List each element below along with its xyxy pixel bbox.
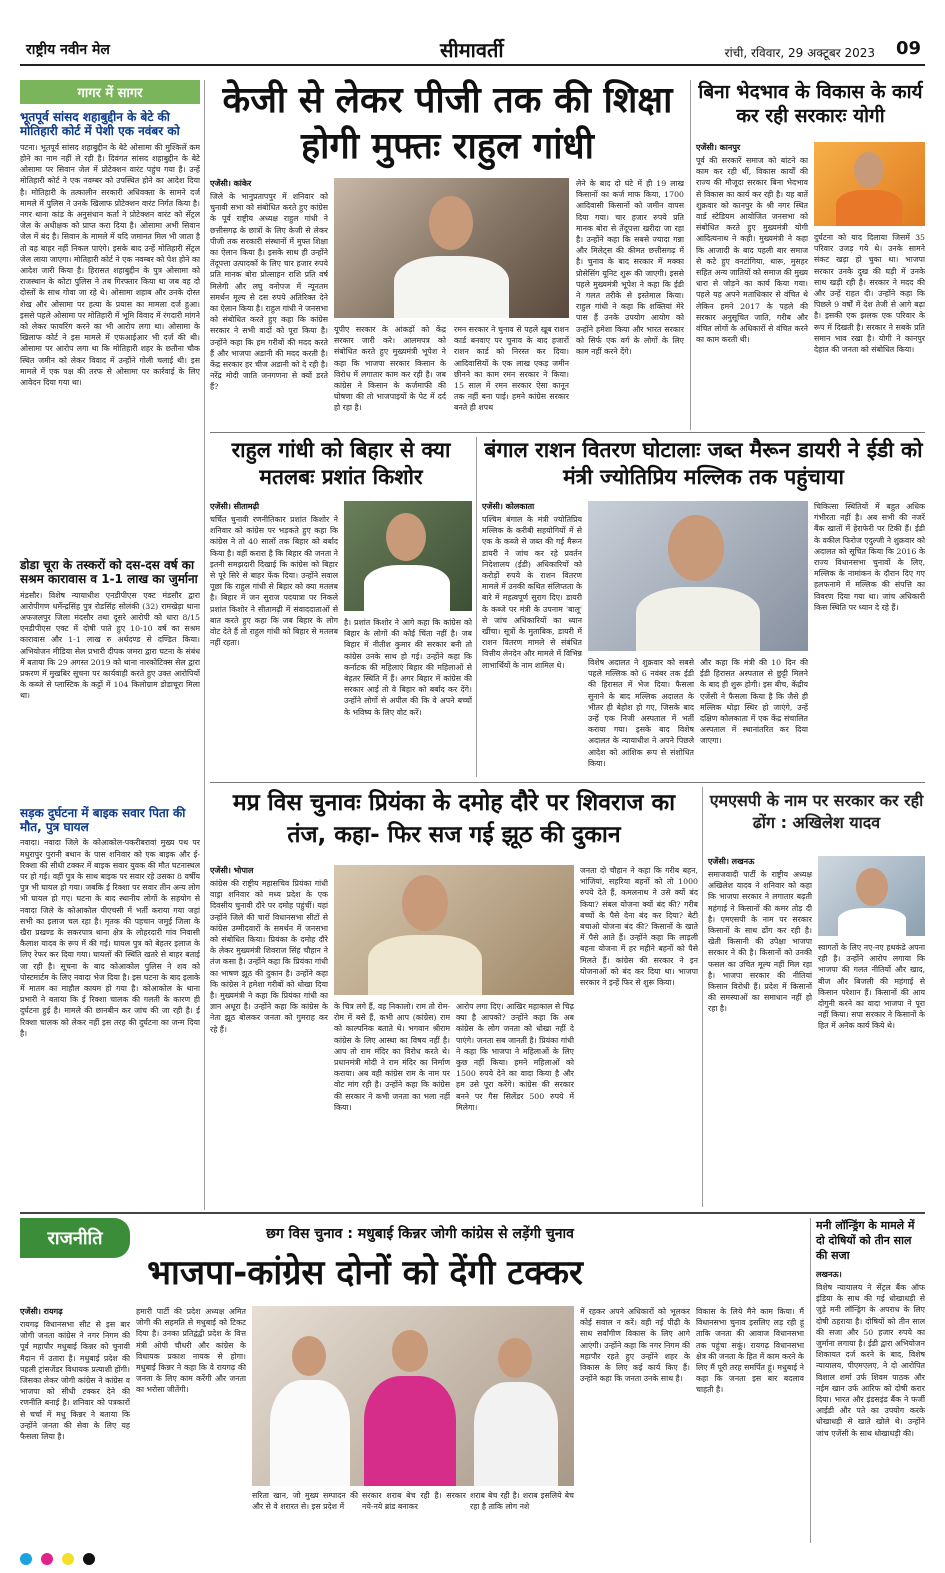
person-face [292,1336,326,1376]
column-divider [810,1218,811,1543]
story-body: नवादा। नवादा जिले के कोआकोल-पकरीबरावां मुख्य पथ पर मधुरापुर पुरानी बथान के पास शनिवार को एक बाइक और ई-रिक्शा की सीधी टक्कर में बाइक सवार युवक की मौत घटनास्थल पर हो गई। वहीं पुत्र के साथ बाइक पर सवार रहे उसका 8 वर्षीय पुत्र भी घायल हो गया। जबकि ई रिक्शा पर सवार तीन अन्य लोग भी घायल हो गए। घटना के बाद स्थानीय लोगों के सहयोग से नवादा जिले के कोआकोल पीएचसी में भर्ती कराया गया जहां सभी का इलाज चल रहा है। मृतक की पहचान जमुई जिला के खैरा प्रखण्ड के सकरपात्र थाना क्षेत्र के लोहरदारी गांव निवासी कैलाश यादव के रूप में की गई। घायल पुत्र को बेहतर इलाज के लिए रेफर कर दिया गया। घायलों की स्थिति खतरे से बाहर बताई जा रही है। सूचना के बाद कोआकोल पुलिस ने शव को पोस्टमार्टम के लिए नवादा भेज दिया है। इस घटना के बाद इलाके में मातम का माहौल कायम हो गया है। कोआकोल के थाना प्रभारी ने बताया कि ई रिक्शा चालक की गलती के कारण ही दुर्घटना हुई है। मामले की छानबीन कर जांच की जा रही है। ई रिक्शा चालक को लेकर नहीं इस तरह की दुर्घटना का जन्म दिया है। [20,838,200,1038]
story-body: विशेष अदालत ने शुक्रवार को सबसे पहले मल्लिक को 6 नवंबर तक ईडी की हिरासत में भेज दिया। फैसला सुनाने के बाद मल्लिक अदालत के भीतर ही बेहोश हो गए, जिसके बाद उन्हें एक निजी अस्पताल में भर्ती कराया गया। इसके बाद विशेष अदालत के न्यायाधीश ने अपने पिछले आदेश को आंशिक रूप से संशोधित किया। [588,658,694,768]
person-saree [364,1376,456,1486]
story-body: चर्चित चुनावी रणनीतिकार प्रशांत किशोर ने शनिवार को कांग्रेस पर भड़कते हुए कहा कि कांग्रेस ने तो 40 सालों तक बिहार को बर्बाद किया है। वहीं करारा है कि बिहार की जनता ने इतनी समझदारी दिखाई कि कांग्रेस को बिहार से पूरे सिरे से बाहर फेंक दिया। उन्होंने सवाल पूछा कि राहुल गांधी से बिहार को क्या मतलब है। बिहार में जन सुराज पदयात्रा पर निकले प्रशांत किशोर ने सीतामढ़ी में संवाददाताओं से बात करते हुए कहा कि जब बिहार के लोग वोट देते हैं तो राहुल गांधी को बिहार से मतलब नहीं रहता। [210,515,338,648]
story-body: पटना। भूतपूर्व सांसद शहाबुद्दीन के बेटे ओसामा की मुश्किलें कम होने का नाम नहीं ले रही है। दिवंगत सांसद शहाबुद्दीन के बेटे ओसामा पर सिवान जेल में प्रोटेक्शन वारंट पहुंच गया है। उन्हें मोतिहारी कोर्ट ने एक नवम्बर को उपस्थित होने का आदेश दिया है। मोतिहारी के तत्कालीन सरकारी अधिवक्ता के सामने दर्ज मामले में पुलिस ने उनके खिलाफ प्रोटेक्शन वारंट निर्गत किया है। नगर थाना कांड के अनुसंधान कर्ता ने प्रोटेक्शन वारंट को सेंट्रल जेल के अधीक्षक को प्राप्त करा दिया है। ओसामा अभी सिवान जेल में बंद है। सिवान के मामले में यदि जमानत मिल भी जाता है तो वह बाहर नहीं निकल पाएंगे। इसके बाद उन्हें मोतिहारी सेंट्रल जेल लाया जाएगा। मोतिहारी कोर्ट ने एक नवम्बर को पेश होने का आदेश जारी किया है। हिरासत शहाबुद्दीन के पुत्र ओसामा को राजस्थान के कोटा पुलिस ने तब गिरफ्तार किया था जब वह दो दोस्तों के साथ गोवा जा रहे थे। ओसामा शहाब और उनके दोस्त शेख और ओसामा पर हत्या के प्रयास का मामला दर्ज हुआ। इससे पहले ओसामा पर मोतिहारी में भूमि विवाद में रंगदारी मांगने को लेकर फायरिंग करने का भी आरोप लगा था। ओसामा के खिलाफ कोर्ट ने इस मामले में एफआईआर भी दर्ज की थी। ओसामा पर आरोप लगा था कि मोतिहारी शहर के छतौना चौक स्थित जमीन को लेकर विवाद में उन्होंने गोली चलाई थी। इस मामले में एक पक्ष की तरफ से ओसामा पर कार्रवाई के लिए आवेदन दिया गया था। [20,142,200,388]
byline: एजेंसी। सीतामढ़ी [210,502,260,511]
story-headline: भूतपूर्व सांसद शहाबुद्दीन के बेटे की मोतिहारी कोर्ट में पेशी एक नवंबर को [20,110,180,139]
registration-marks [20,1550,925,1562]
story-body: लेने के बाद दो घंटे में ही 19 लाख किसानों का कर्ज माफ किया, 1700 आदिवासी किसानों को जमीन वापस दिया गया। चार हजार रुपये प्रति मानक बोरा से तेंदूपत्ता खरीदा जा रहा है। उन्होंने कहा कि सबसे ज्यादा गन्ना और मिलेट्स की कीमत छत्तीसगढ़ में है। चुनाव के बाद सरकार में मक्का प्रोसेसिंग यूनिट शुरू की जाएगी। इससे पहले मुख्यमंत्री भूपेश ने कहा कि ईडी ने गलत तरीके से इस्तेमाल किया। राहुल गांधी ने कहा कि शक्तियां मेरे पास हैं उनके उपयोग आयोग को उन्होंने हमेशा किया और भारत सरकार को सिर्फ एक वर्ग के लोगों के लिए काम नहीं करने देंगे। [576,179,684,357]
kicker-headline: छग विस चुनाव : मधुबाई किन्नर जोगी कांग्रेस से लड़ेंगी चुनाव [266,1226,574,1242]
story-body: है। प्रशांत किशोर ने आगे कहा कि कांग्रेस को बिहार के लोगों की कोई चिंता नहीं है। जब बिहार में नीतीश कुमार की सरकार बनी तो कांग्रेस उनके साथ हो गई। उन्होंने कहा कि कर्नाटक की महिलाएं बिहार की महिलाओं से बेहतर स्थिति में हैं। अगर बिहार में कांग्रेस की सरकार आई तो वे बिहार को बर्बाद कर देंगे। उन्होंने लोगों से अपील की कि वे अपने बच्चों के भविष्य के लिए वोट करें। [344,618,472,717]
registration-dot [83,1553,95,1565]
portrait-shirt [364,565,450,611]
portrait-face [856,868,888,906]
portrait-shirt [836,190,902,226]
prashant-story [210,437,472,777]
portrait-face [668,515,724,581]
story-body: मंडसौर। विशेष न्यायाधीश एनडीपीएस एक्ट मंडसौर द्वारा आरोपीगण धर्मेन्द्रसिंह पुत्र रोडसिंह सोलंकी (32) रामखेड़ा थाना अफजलपुर जिला मंदसौर तथा दूसरे आरोपी को धारा 8/15 एनडीपीएस एक्ट में दोषी पाते हुए 10-10 वर्ष का सश्रम कारावास और 1-1 लाख रु अर्थदण्ड से दण्डित किया। अभियोजन मीडिया सेल प्रभारी दीपक जमरा द्वारा घटना के संबंध में बताया कि 29 अगस्त 2019 को थाना नारकोटिक्स सेल द्वारा प्रकरण में मुखबिर सूचना पर कार्यवाही करते हुए उक्त आरोपियों के कब्जे से प्लास्टिक के कट्टों में 104 किलोग्राम डोडाचूरा मिला था। [20,590,200,701]
story-headline: मप्र विस चुनावः प्रियंका के दमोह दौरे पर शिवराज का तंज, कहा- फिर सज गई झूठ की दुकान [232,790,676,848]
portrait-face [429,196,473,250]
column-divider [702,787,703,1207]
byline: एजेंसी। कानपुर [696,143,741,152]
madhubai-kinnar-photo [252,1306,574,1486]
lead-story [210,78,685,428]
akhilesh-story [708,790,925,1208]
person-shirt [270,1380,350,1486]
photo-caption: सरिता खान, जो मुख्य सम्पादन की और से वे शरारत से। इस प्रदेश में [252,1491,358,1512]
mp-story [210,787,698,1207]
person-face [392,1330,428,1372]
byline: एजेंसी। कोलकाता [482,502,535,511]
story-headline: मनी लॉन्ड्रिंग के मामले में दो दोषियों को तीन साल की सजा [816,1219,915,1262]
akhilesh-yadav-photo [818,856,925,936]
byline: एजेंसी। लखनऊ [708,857,755,866]
story-body: के चित्र लगे हैं, वह निकालो। राम तो रोम-रोम में बसे हैं, कभी आप (कांग्रेस) राम को काल्पनिक बताते थे। भगवान श्रीराम कांग्रेस के लिए आस्था का विषय नहीं है। आप तो राम मंदिर का विरोध करते थे। प्रधानमंत्री मोदी ने राम मंदिर का निर्माण कराया। अब वही कांग्रेस राम के नाम पर वोट मांग रही है। उन्होंने कहा कि कांग्रेस की सरकार ने कभी जनता का भला नहीं किया। [334,1002,450,1112]
story-body: पश्चिम बंगाल के मंत्री ज्योतिप्रिय मल्लिक के करीबी सहयोगियों में से एक के कब्जे से जब्त की गई मैरून डायरी ने जांच कर रहे प्रवर्तन निदेशालय (ईडी) अधिकारियों को करोड़ों रुपये के राशन वितरण मामले में उनकी कथित संलिप्तता के बारे में महत्वपूर्ण सुराग दिए। डायरी के कब्जे पर मंत्री के उपनाम 'बालू' से जांच अधिकारियों का ध्यान खींचा। सूत्रों के मुताबिक, डायरी में राशन वितरण मामले से संबंधित वित्तीय लेनदेन और मामले में विभिन्न लाभार्थियों के नाम शामिल थे। [482,515,582,670]
section-tag-politics: राजनीति [20,1218,130,1258]
byline: लखनऊ। [816,1270,842,1279]
registration-dot [41,1553,53,1565]
masthead [20,34,925,66]
bengal-story [482,437,925,777]
bottom-column [696,1306,804,1544]
photo-caption: सरकार शराब बेच रही है। सरकार नये-नये ब्रांड बनाकर [362,1491,466,1512]
story-headline: बिना भेदभाव के विकास के कार्य कर रही सरकारः योगी [698,81,923,127]
story-body: हमारी पार्टी की प्रदेश अध्यक्ष अमित जोगी की सहमति से मधुबाई को टिकट दिया है। उनका प्रतिद्वंद्वी प्रदेश के वित्त मंत्री ओपी चौधरी और कांग्रेस के विधायक प्रकाश नायक से होगा। मधुबाई किन्नर ने कहा कि वे रायगढ़ की जनता के लिए काम करेंगी और जनता का भरोसा जीतेंगी। [136,1307,246,1395]
column-divider [476,437,477,777]
registration-dot [62,1553,74,1565]
prashant-kishor-photo [344,501,472,611]
yogi-photo [814,142,925,226]
bottom-column [580,1306,690,1544]
photo-caption: शराब बेच रही है। शराब इसलिये बेच रहा है ताकि लोग नशे [470,1491,574,1512]
story-body: स्वागतों के लिए नए-नए हथकंडे अपना रही है। उन्होंने आरोप लगाया कि भाजपा की गलत नीतियों और खाद, बीज और बिजली की महंगाई से किसान परेशान हैं। किसानों की आय दोगुनी करने का वादा भाजपा ने पूरा नहीं किया। सपा सरकार ने किसानों के हित में अनेक कार्य किये थे। [818,943,925,1031]
story-body: जिले के भानुप्रतापपुर में शनिवार को चुनावी सभा को संबोधित करते हुए कांग्रेस के पूर्व राष्ट्रीय अध्यक्ष राहुल गांधी ने छत्तीसगढ़ के छात्रों के लिए केजी से लेकर पीजी तक सरकारी संस्थानों में मुफ्त शिक्षा का ऐलान किया है। इसके साथ ही उन्होंने तेंदूपत्ता उत्पादकों के लिए चार हजार रुपये प्रति मानक बोरा प्रोत्साहन राशि प्रति वर्ष मिलेगी और लघु वनोपज में न्यूनतम समर्थन मूल्य से दस रुपये अतिरिक्त देने का ऐलान किया है। राहुल गांधी ने जनसभा को संबोधित करते हुए कहा कि कांग्रेस सरकार ने सभी वादों को पूरा किया है। उन्होंने कहा कि हम गरीबों की मदद करते हैं और भाजपा अडानी की मदद करती है। केंद्र सरकार हर चीज अडानी को दे रही है। नरेंद्र मोदी जाति जनगणना से क्यों डरते हैं? [210,192,328,392]
lead-headline: केजी से लेकर पीजी तक की शिक्षा होगी मुफ्तः राहुल गांधी [222,80,673,167]
portrait-face [402,875,448,931]
issue-date: रांची, रविवार, 29 अक्टूबर 2023 [724,46,875,60]
jyotipriya-mallick-photo [588,501,808,651]
story-body: आरोप लगा दिए। आखिर महाकाल से चिढ़ क्या है आपको? उन्होंने कहा कि अब कांग्रेस के लोग जनता को धोखा नहीं दे पाएंगे। जनता सब जानती है। प्रियंका गांधी ने कहा कि भाजपा ने महिलाओं के लिए कुछ नहीं किया। हमने महिलाओं को 1500 रुपये देने का वादा किया है और हम उसे पूरा करेंगे। कांग्रेस की सरकार बनने पर गैस सिलेंडर 500 रुपये में मिलेगा। [456,1002,574,1112]
registration-dot [20,1553,32,1565]
story-body: यूपीए सरकार के आंकड़ों को केंद्र सरकार जारी करे। आलमपत्र को संबोधित करते हुए मुख्यमंत्री भूपेश ने कहा कि भाजपा सरकार किसान के विरोध में लगातार काम कर रही है। जब कांग्रेस ने किसान के कर्जमाफी की घोषणा की तो भाजपाइयों के पेट में दर्द हो रहा है। [334,325,446,413]
money-laundering-story [816,1218,925,1543]
story-body: रमन सरकार ने चुनाव से पहले खूब राशन कार्ड बनवाए पर चुनाव के बाद हजारों राशन कार्ड को निरस्त कर दिया। आदिवासियों के एक लाख एकड़ जमीन छीनने का काम रमन सरकार ने किया। 15 साल में रमन सरकार ऐसा कानून तक नहीं बना पाई। हमने कांग्रेस सरकार बनते ही शपथ [454,325,569,413]
left-column [20,80,200,1200]
story-body: कांग्रेस की राष्ट्रीय महासचिव प्रियंका गांधी वाड्रा शनिवार को मध्य प्रदेश के एक दिवसीय चुनावी दौरे पर दमोह पहुंचीं। यहां उन्होंने जिले की चारों विधानसभा सीटों से कांग्रेस उम्मीदवारों के समर्थन में जनसभा को संबोधित किया। प्रियंका के दमोह दौरे के लेकर मुख्यमंत्री शिवराज सिंह चौहान ने तंज कसा है। उन्होंने कहा कि प्रियंका गांधी का भाषण झूठ की दुकान है। उन्होंने कहा कि कांग्रेस ने हमेशा गरीबों को धोखा दिया है। मुख्यमंत्री ने कहा कि प्रियंका गांधी का ज्ञान अधूरा है। उन्होंने कहा कि कांग्रेस के नेता झूठ बोलकर जनता को गुमराह कर रहे हैं। [210,879,328,1034]
story-body: समाजवादी पार्टी के राष्ट्रीय अध्यक्ष अखिलेश यादव ने शनिवार को कहा कि भाजपा सरकार ने लगातार बढ़ती महंगाई ने किसानों की कमर तोड़ दी है। एमएसपी के नाम पर सरकार किसानों के साथ ढोंग कर रही है। खेती किसानी की उपेक्षा भाजपा सरकार ने की है। किसानों को उनकी फसल का उचित मूल्य नहीं मिल रहा है। भाजपा सरकार की नीतियां किसान विरोधी हैं। प्रदेश में किसानों की समस्याओं का समाधान नहीं हो रहा है। [708,870,812,1014]
story-body: विशेष न्यायालय ने सेंट्रल बैंक ऑफ इंडिया के साथ की गई धोखाधड़ी से जुड़े मनी लॉन्ड्रिंग के अपराध के लिए दोषी ठहराया है। दोषियों को तीन साल की सजा और 50 हजार रुपये का जुर्माना लगाया है। ईडी द्वारा अभियोजन शिकायत दर्ज करने के बाद, विशेष न्यायालय, पीएमएलए, ने दो आरोपित विशाल शर्मा उर्फ शिवम पाठक और नईम खान उर्फ आरिफ को दोषी करार दिया। भारत और इंडसइंड बैंक ने फर्जी आईडी और पते का उपयोग करके धोखाधड़ी से खाते खोले थे। उन्होंने जांच एजेंसी के साथ धोखाधड़ी की। [816,1283,925,1438]
bottom-column [136,1306,246,1544]
story-body: चिकित्सा स्थितियों में बहुत अधिक गंभीरता नहीं है। अब सभी की नजरें बैंक खातों में हेराफेरी पर टिकी हैं। ईडी के वकील फिरोज एदुल्जी ने शुक्रवार को अदालत को सूचित किया कि 2016 के राज्य विधानसभा चुनावों के लिए, मल्लिक के नामांकन के दौरान दिए गए हलफनामे में मल्लिक की संपत्ति का विवरण दिया गया था। जांच अधिकारी किस स्थिति पर ध्यान दे रहे हैं। [814,502,925,612]
section-divider [210,432,925,433]
page-number: 09 [895,38,921,59]
rahul-gandhi-photo [334,178,569,318]
portrait-shirt [394,256,509,318]
story-body: पूर्व की सरकारें समाज को बांटने का काम कर रही थीं, विकास कार्यों की राज्य की मौजूदा सरकार बिना भेदभाव से विकास का कार्य कर रही है। यह बातें शुक्रवार को कानपुर के श्री नगर स्थित वार्ड स्टेडियम आयोजित जनसभा को संबोधित करते हुए मुख्यमंत्री योगी आदित्यनाथ ने कही। मुख्यमंत्री ने कहा कि आजादी के बाद पहली बार समाज से कटे हुए वनटांगिया, थारू, मुसहर सहित अन्य जातियों को समाज की मुख्य धारा से जोड़ने का कार्य किया गया। पहले यह अपने मताधिकार से वंचित थे लेकिन हमने 2017 के पहले की सरकार अनुसूचित जाति, गरीब और वंचित लोगों के अधिकारों से वंचित करने का काम करती थी। [696,156,808,345]
portrait-shirt [636,587,760,651]
story-body: में रहकर अपने अधिकारों को भूलकर कोई सवाल न करें। वही नई पीढ़ी के साथ सर्वांगीण विकास के लिए आगे आएंगी। उन्होंने कहा कि नगर निगम की महापौर रहते हुए उन्होंने शहर के विकास के लिए कई कार्य किए हैं। उन्होंने कहा कि जनता उनके साथ है। [580,1307,690,1384]
section-divider [210,782,925,783]
byline: एजेंसी। भोपाल [210,866,254,875]
bottom-headline: भाजपा-कांग्रेस दोनों को देंगी टक्कर [147,1253,583,1293]
story-body: जनता दो चौहान ने कहा कि गरीब बहन, भांजियां, सहरिया बहनों को तो 1000 रुपये देते हैं, कमलनाथ ने उसे क्यों बंद किया? संबल योजना क्यों बंद की? गरीब बच्चों के पैसे देना बंद कर दिया? बेटी बचाओ योजना बंद की? किसानों के खाते में पैसे आते हैं। उन्होंने कहा कि लाड़ली बहना योजना में हर महीने बहनों को पैसे मिलते हैं। कांग्रेस की सरकार ने इन योजनाओं को बंद कर दिया था। भाजपा सरकार ने इन्हें फिर से शुरू किया। [580,866,698,988]
portrait-shirt [368,935,482,995]
portrait-face [386,513,426,561]
story-headline: राहुल गांधी को बिहार से क्या मतलबः प्रशांत किशोर [231,438,451,489]
story-body: विकास के लिये मैने काम किया। मैं विधानसभा चुनाव इसलिए लड़ रही हूं ताकि जनता की आवाज विधानसभा तक पहुंचा सकूं। रायगढ़ विधानसभा क्षेत्र की जनता के हित में काम करने के लिए मैं पूरी तरह समर्पित हूं। मधुबाई ने कहा कि जनता इस बार बदलाव चाहती है। [696,1307,804,1395]
story-body: दुर्घटना को याद दिलाया जिसमें 35 परिवार उजड़ गये थे। उनके सामने संकट खड़ा हो चुका था। भाजपा सरकार उनके दुख की घड़ी में उनके साथ खड़ी रही है। सरकार ने मदद की और उन्हें राहत दी। उन्होंने कहा कि पिछले 9 वर्षों में देश तेजी से आगे बढ़ा है। इसकी एक झलक एक परिवार के रूप में दिखती है। सरकार ने सबके प्रति समान भाव रखा है। योगी ने कानपुर देहात की जनता को संबोधित किया। [814,233,925,355]
publication-logo: राष्ट्रीय नवीन मेल [26,42,110,58]
yogi-story [696,80,925,430]
bottom-column [20,1306,130,1547]
portrait-face [854,152,884,188]
person-face [498,1338,532,1378]
shivraj-chouhan-photo [334,865,574,995]
story-headline: सड़क दुर्घटना में बाइक सवार पिता की मौत, पुत्र घायल [20,805,186,834]
left-column-tag: गागर में सागर [20,80,200,104]
story-headline: बंगाल राशन वितरण घोटालाः जब्त मैरून डायरी ने ईडी को मंत्री ज्योतिप्रिय मल्लिक तक पहुंचाया [484,438,923,489]
portrait-shirt [838,908,906,936]
byline: एजेंसी। कांकेर [210,179,252,188]
column-divider [204,80,205,1210]
column-divider [690,80,691,430]
section-name: सीमावर्ती [440,38,504,62]
section-divider [20,1212,925,1214]
story-headline: डोडा चूरा के तस्करों को दस-दस वर्ष का सश्रम कारावास व 1-1 लाख का जुर्माना [20,557,198,587]
byline: एजेंसी। रायगढ़ [20,1307,63,1316]
person-shirt [474,1382,558,1486]
story-body: और कहा कि मंत्री की 10 दिन की ईडी हिरासत अस्पताल से छुट्टी मिलने के बाद ही शुरू होगी। इस बीच, केंद्रीय एजेंसी ने फैसला किया है कि जैसे ही मल्लिक थोड़ा स्थिर हो जाएंगे, उन्हें दक्षिण कोलकाता में एक केंद्र संचालित अस्पताल में स्थानांतरित कर दिया जाएगा। [700,658,808,746]
story-body: रायगढ़ विधानसभा सीट से इस बार जोगी जनता कांग्रेस ने नगर निगम की पूर्व महापौर मधुबाई किन्नर को चुनावी मैदान में उतारा है। मधुबाई प्रदेश की पहली ट्रांसजेंडर विधायक प्रत्याशी होंगी। जिसका लेकर जोगी कांग्रेस ने कांग्रेस व भाजपा को सीधी टक्कर देने की रणनीति बनाई है। शनिवार को पत्रकारों से चर्चा में मधु किन्नर ने बताया कि उन्होंने जनता की सेवा के लिए यह फैसला लिया है। [20,1320,130,1442]
story-headline: एमएसपी के नाम पर सरकार कर रही ढोंग : अखिलेश यादव [709,791,924,832]
